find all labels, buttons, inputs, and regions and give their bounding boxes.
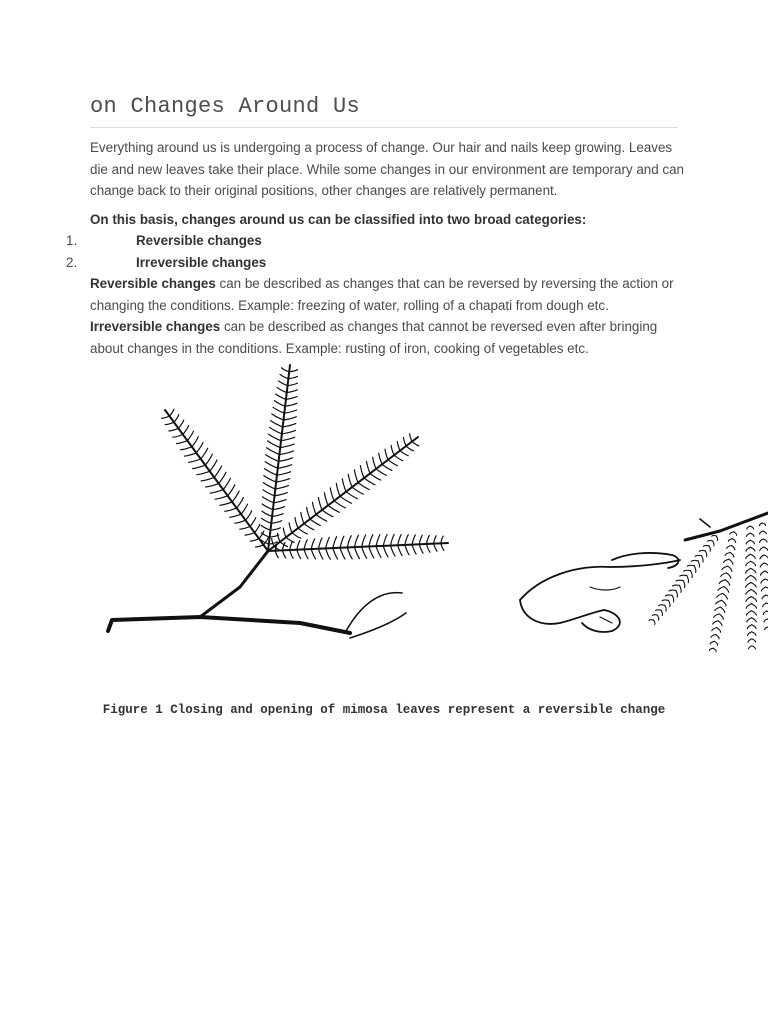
list-number: 1. [66, 233, 78, 248]
open-mimosa-drawing [108, 365, 448, 638]
list-label: Reversible changes [136, 233, 262, 248]
page-title: on Changes Around Us [90, 94, 361, 119]
classification-statement: On this basis, changes around us can be classified into two broad categories: [90, 212, 587, 227]
reversible-definition [90, 273, 690, 316]
list-label: Irreversible changes [136, 255, 267, 270]
title-divider [90, 127, 678, 128]
definition-text: can be described as changes that cannot be reversed even after bringing about changes in the conditions. Example: rusting of iron, cooking of vegetables etc. [90, 319, 658, 356]
list-number: 2. [66, 255, 78, 270]
definition-term: Irreversible changes [90, 319, 221, 334]
definition-term: Reversible changes [90, 276, 216, 291]
closed-mimosa-drawing [520, 513, 768, 652]
figure-caption: Figure 1 Closing and opening of mimosa leaves represent a reversible change [102, 703, 666, 717]
irreversible-definition [90, 316, 690, 359]
mimosa-illustration [0, 355, 768, 685]
intro-paragraph: Everything around us is undergoing a process of change. Our hair and nails keep growing. Leaves die and new leaves take their place. While some changes in our environment are temporary and can change back to their original positions, other changes are relatively permanent. [90, 140, 684, 198]
definition-text: can be described as changes that can be reversed by reversing the action or changing the conditions. Example: freezing of water, rolling of a chapati from dough etc. [90, 276, 674, 313]
